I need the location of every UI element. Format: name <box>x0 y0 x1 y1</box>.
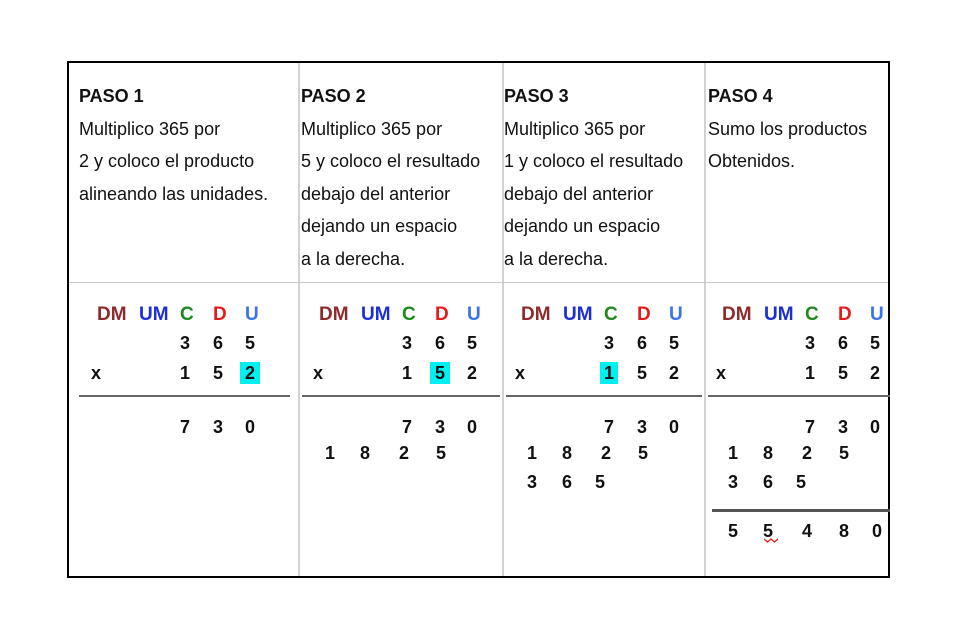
header-c: C <box>805 304 819 325</box>
step-text-line: Sumo los productos <box>708 118 868 139</box>
header-dm: DM <box>319 304 349 325</box>
step-text-line: alineando las unidades. <box>79 183 269 204</box>
partial-3-digit: 5 <box>795 472 806 492</box>
times-sign: x <box>312 363 323 383</box>
partial-2-digit: 2 <box>801 443 812 463</box>
partial-2-digit: 2 <box>600 443 611 463</box>
multiplicand-digit: 5 <box>244 333 255 353</box>
partial-1-digit: 7 <box>804 417 815 437</box>
partial-3-digit: 6 <box>561 472 572 492</box>
step-text-line: dejando un espacio <box>301 216 458 236</box>
header-d: D <box>838 304 852 325</box>
step-column-1 <box>69 63 298 576</box>
partial-1-digit: 0 <box>869 417 880 437</box>
step-text-line: Multiplico 365 por <box>79 118 221 139</box>
multiplier-digit-highlighted: 2 <box>240 362 260 384</box>
header-um: UM <box>139 304 169 325</box>
partial-1-digit: 7 <box>179 417 190 437</box>
sum-rule <box>712 509 890 512</box>
header-u: U <box>467 304 481 325</box>
multiplicand-digit: 5 <box>466 333 477 353</box>
multiplier-digit: 2 <box>869 363 880 383</box>
multiplicand-digit: 6 <box>636 333 647 353</box>
header-um: UM <box>361 304 391 325</box>
header-d: D <box>637 304 651 325</box>
step-column-3 <box>504 63 704 576</box>
partial-2-digit: 8 <box>762 443 773 463</box>
multiplier-digit: 2 <box>668 363 679 383</box>
step-title: PASO 1 <box>79 86 144 106</box>
header-um: UM <box>764 304 794 325</box>
header-d: D <box>435 304 449 325</box>
times-sign: x <box>715 363 726 383</box>
multiplier-digit: 1 <box>401 363 412 383</box>
partial-1-digit: 0 <box>668 417 679 437</box>
step-text-line: Multiplico 365 por <box>301 118 443 139</box>
partial-3-digit: 5 <box>594 472 605 492</box>
header-dm: DM <box>722 304 752 325</box>
partial-3-digit: 6 <box>762 472 773 492</box>
multiplicand-digit: 6 <box>434 333 445 353</box>
partial-2-digit: 8 <box>561 443 572 463</box>
header-u: U <box>669 304 683 325</box>
step-2-operation <box>300 63 502 576</box>
step-text-line: Multiplico 365 por <box>504 118 646 139</box>
partial-2-digit: 1 <box>727 443 738 463</box>
partial-1-digit: 0 <box>244 417 255 437</box>
total-digit: 5 <box>727 521 738 541</box>
partial-2-digit: 2 <box>398 443 409 463</box>
partial-1-digit: 7 <box>603 417 614 437</box>
multiplicand-digit: 3 <box>179 333 190 353</box>
partial-2-digit: 1 <box>526 443 537 463</box>
header-u: U <box>870 304 884 325</box>
step-text-line: 5 y coloco el resultado <box>301 151 481 171</box>
operation-rule <box>302 395 500 397</box>
multiplier-digit: 1 <box>804 363 815 383</box>
multiplicand-digit: 6 <box>837 333 848 353</box>
total-digit: 8 <box>838 521 849 541</box>
partial-1-digit: 0 <box>466 417 477 437</box>
step-1-operation <box>69 63 298 576</box>
total-digit: 4 <box>801 521 812 541</box>
step-title: PASO 3 <box>504 86 569 106</box>
step-title: PASO 2 <box>301 86 366 106</box>
operation-rule <box>506 395 702 397</box>
step-text-line: a la derecha. <box>301 248 406 269</box>
partial-2-digit: 5 <box>637 443 648 463</box>
spellcheck-squiggle-icon <box>764 537 778 543</box>
step-title: PASO 4 <box>708 86 773 106</box>
partial-1-digit: 3 <box>837 417 848 437</box>
partial-1-digit: 3 <box>636 417 647 437</box>
header-c: C <box>180 304 194 325</box>
multiplicand-digit: 3 <box>603 333 614 353</box>
multiplicand-digit: 3 <box>401 333 412 353</box>
multiplicand-digit: 3 <box>804 333 815 353</box>
header-u: U <box>245 304 259 325</box>
multiplier-digit: 5 <box>212 363 223 383</box>
header-c: C <box>604 304 618 325</box>
partial-2-digit: 5 <box>435 443 446 463</box>
operation-rule <box>708 395 890 397</box>
multiplier-digit: 5 <box>837 363 848 383</box>
header-c: C <box>402 304 416 325</box>
times-sign: x <box>514 363 525 383</box>
multiplicand-digit: 5 <box>869 333 880 353</box>
times-sign: x <box>90 363 101 383</box>
multiplier-digit: 2 <box>466 363 477 383</box>
total-digit: 5 <box>762 521 773 541</box>
multiplier-digit-highlighted: 5 <box>430 362 450 384</box>
header-dm: DM <box>97 304 127 325</box>
multiplier-digit: 5 <box>636 363 647 383</box>
multiplier-digit-highlighted: 1 <box>600 362 618 384</box>
total-digit: 0 <box>871 521 882 541</box>
header-dm: DM <box>521 304 551 325</box>
partial-2-digit: 8 <box>359 443 370 463</box>
step-text-line: Obtenidos. <box>708 151 796 171</box>
multiplication-steps-table <box>67 61 890 578</box>
step-text-line: 1 y coloco el resultado <box>504 151 684 171</box>
operation-rule <box>79 395 290 397</box>
step-column-4 <box>706 63 890 576</box>
step-text-line: debajo del anterior <box>504 183 654 204</box>
partial-1-digit: 3 <box>434 417 445 437</box>
partial-3-digit: 3 <box>727 472 738 492</box>
header-um: UM <box>563 304 593 325</box>
step-text-line: 2 y coloco el producto <box>79 151 255 171</box>
step-text-line: dejando un espacio <box>504 216 661 236</box>
partial-2-digit: 1 <box>324 443 335 463</box>
multiplicand-digit: 6 <box>212 333 223 353</box>
multiplicand-digit: 5 <box>668 333 679 353</box>
partial-1-digit: 3 <box>212 417 223 437</box>
partial-2-digit: 5 <box>838 443 849 463</box>
partial-1-digit: 7 <box>401 417 412 437</box>
step-column-2 <box>300 63 502 576</box>
step-text-line: a la derecha. <box>504 248 609 269</box>
partial-3-digit: 3 <box>526 472 537 492</box>
header-d: D <box>213 304 227 325</box>
step-3-operation <box>504 63 704 576</box>
step-text-line: debajo del anterior <box>301 183 451 204</box>
multiplier-digit: 1 <box>179 363 190 383</box>
step-4-operation <box>706 63 890 576</box>
